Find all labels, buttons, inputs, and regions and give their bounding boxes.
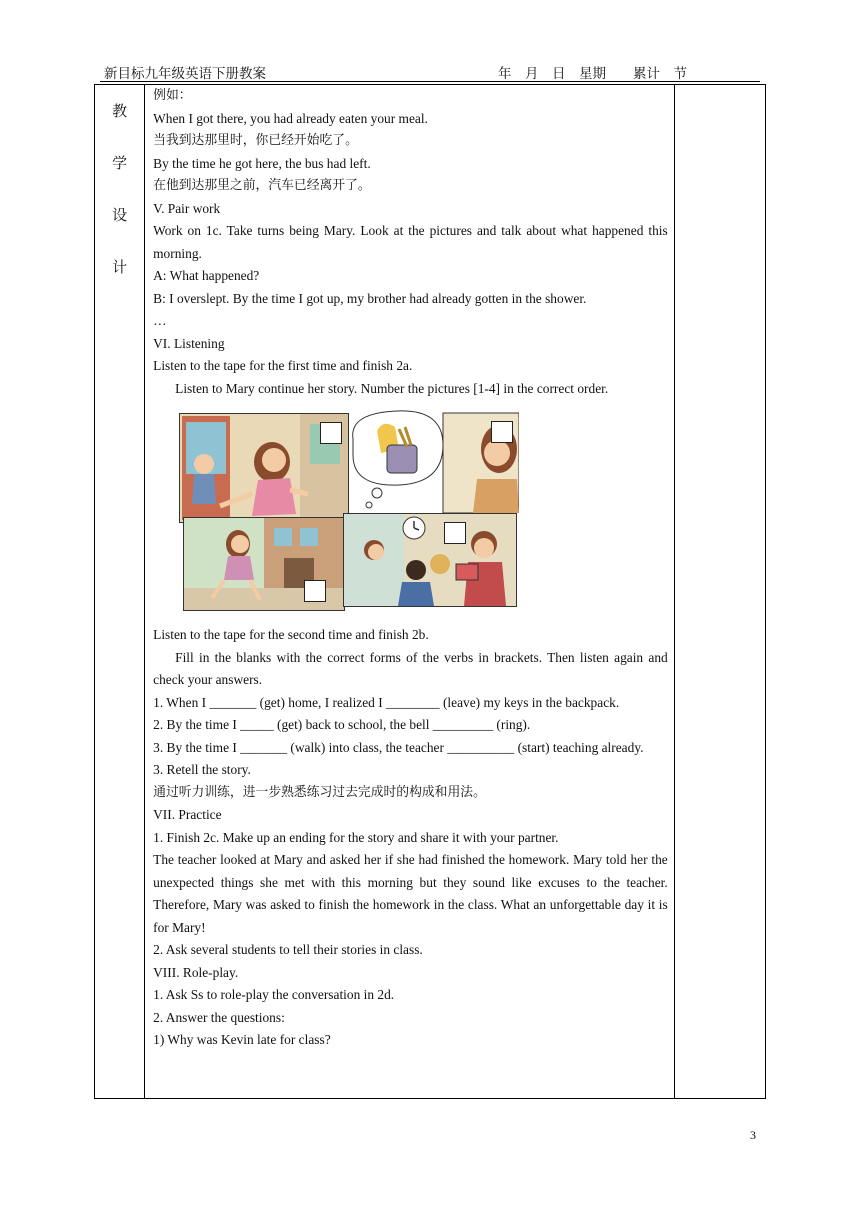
section-heading: VII. Practice — [153, 807, 222, 822]
picture-panel-b — [347, 409, 519, 513]
lesson-plan-table — [94, 84, 766, 1099]
header-rule — [100, 81, 760, 82]
side-label-cell — [95, 85, 145, 1099]
example-translation: 当我到达那里时，你已经开始吃了。 — [153, 133, 358, 148]
instruction-text: Fill in the blanks with the correct forms of the verbs in brackets. Then listen again and check your answers. — [153, 649, 668, 687]
teaching-note: 通过听力训练，进一步熟悉练习过去完成时的构成和用法。 — [153, 784, 486, 800]
example-heading: 例如： — [153, 88, 192, 103]
story-pictures-illustration — [179, 409, 524, 615]
example-sentence: When I got there, you had already eaten your meal. — [153, 110, 428, 126]
section-heading: V. Pair work — [153, 200, 221, 216]
header-date-fields: 年 月 日 星期 累计 节 — [498, 66, 687, 81]
example-translation: 在他到达那里之前，汽车已经离开了。 — [153, 178, 371, 193]
exercise-item: 3. Retell the story. — [153, 762, 251, 777]
picture-panel-a — [179, 413, 349, 523]
page-number: 3 — [750, 1128, 756, 1142]
section-heading: VI. Listening — [153, 335, 225, 351]
lesson-content — [145, 85, 674, 1052]
section-heading: VIII. Role-play. — [153, 964, 239, 980]
picture-panel-d — [343, 513, 517, 607]
page-header — [100, 62, 760, 82]
number-box[interactable] — [304, 580, 326, 602]
exercise-item: 3. By the time I _______ (walk) into class, the teacher __________ (start) teaching already. — [153, 739, 644, 755]
side-label-char: 计 — [112, 258, 128, 276]
sample-paragraph: The teacher looked at Mary and asked her if she had finished the homework. Mary told her the unexpected things she met with this morning but they sound like excuses to the teacher. Therefore, Mary was asked to finish the homework in the class. What an unforgettable day it is for Mary! — [153, 852, 668, 935]
instruction-text: 2. Answer the questions: — [153, 1009, 285, 1025]
exercise-item: 2. By the time I _____ (get) back to school, the bell _________ (ring). — [153, 717, 531, 732]
instruction-text: Listen to the tape for the second time and finish 2b. — [153, 627, 429, 642]
side-label-char: 学 — [112, 154, 128, 172]
number-box[interactable] — [444, 522, 466, 544]
ellipsis: … — [153, 313, 167, 328]
picture-panel-c — [183, 517, 345, 611]
instruction-text: Work on 1c. Take turns being Mary. Look at the pictures and talk about what happened this morning. — [153, 223, 668, 261]
instruction-text: 2. Ask several students to tell their stories in class. — [153, 942, 423, 957]
side-label-char: 设 — [112, 206, 128, 224]
side-label-char: 教 — [112, 102, 128, 120]
main-content-cell — [145, 85, 675, 1099]
dialogue-line: A: What happened? — [153, 268, 260, 283]
notes-cell — [674, 85, 765, 1099]
number-box[interactable] — [320, 422, 342, 444]
instruction-text: Listen to the tape for the first time and finish 2a. — [153, 358, 413, 373]
number-box[interactable] — [491, 421, 513, 443]
instruction-text: Listen to Mary continue her story. Number the pictures [1-4] in the correct order. — [175, 380, 609, 396]
dialogue-line: B: I overslept. By the time I got up, my brother had already gotten in the shower. — [153, 290, 587, 306]
picture-d-drawing — [344, 514, 516, 606]
example-sentence: By the time he got here, the bus had left. — [153, 155, 371, 171]
question-item: 1) Why was Kevin late for class? — [153, 1032, 331, 1047]
exercise-item: 1. When I _______ (get) home, I realized I ________ (leave) my keys in the backpack. — [153, 694, 620, 710]
instruction-text: 1. Finish 2c. Make up an ending for the story and share it with your partner. — [153, 829, 559, 845]
instruction-text: 1. Ask Ss to role-play the conversation in 2d. — [153, 987, 395, 1002]
header-title: 新目标九年级英语下册教案 — [104, 66, 266, 81]
